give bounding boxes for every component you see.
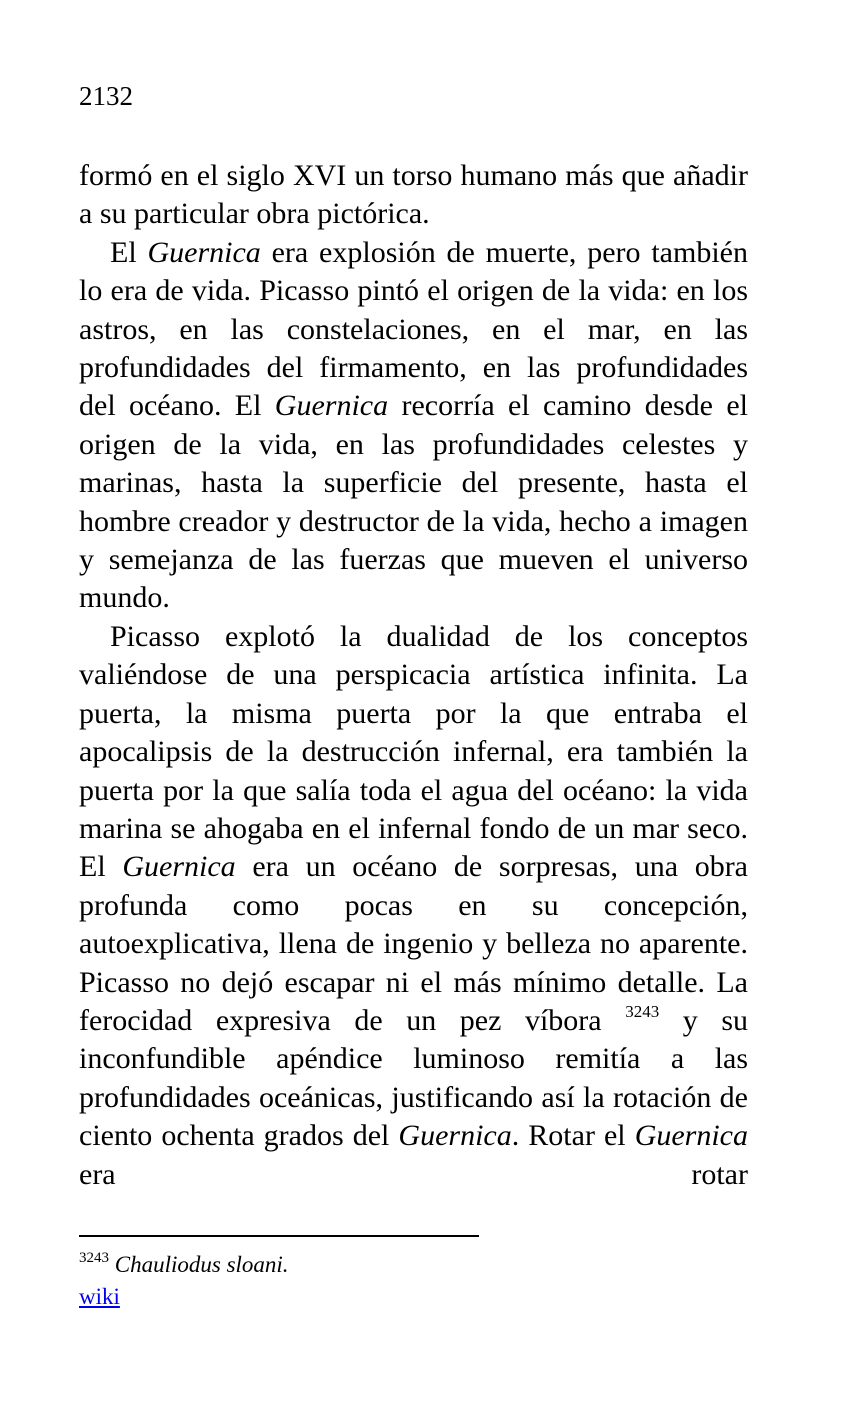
wiki-link[interactable]: wiki	[79, 1284, 120, 1309]
italic-title: Guernica	[122, 850, 236, 884]
italic-title: Guernica	[147, 235, 261, 269]
footnote-text: Chauliodus sloani.	[114, 1252, 289, 1277]
footnote	[79, 1250, 289, 1280]
body-text	[79, 157, 748, 1194]
paragraph-1	[79, 157, 748, 234]
footnote-number: 3243	[79, 1250, 109, 1266]
italic-title: Guernica	[398, 1119, 512, 1153]
text-run: era explosión de muerte, pero también lo era de vida. Picasso pintó el origen de la vida: en los astros, en las constelaciones, en el mar, en las profundidades del firmamento, en las profundidades del océano. El	[79, 235, 748, 423]
italic-title: Guernica	[274, 389, 389, 423]
text-run: . Rotar el	[511, 1119, 635, 1153]
text-run: era un océano de sorpresas, una obra profunda como pocas en su concepción, autoexplicativa, llena de ingenio y belleza no aparente. Picasso no dejó escapar ni el más mínimo detalle. La ferocidad expresiva de un pez víbora	[79, 850, 748, 1037]
page-number: 2132	[79, 81, 133, 111]
text-run: era rotar	[79, 1157, 748, 1191]
text-run: recorría el camino desde el origen de la vida, en las profundidades celestes y marinas, hasta la superficie del presente, hasta el hombre creador y destructor de la vida, hecho a imagen y semejanza de las fuerzas que mueven el universo mundo.	[79, 389, 748, 615]
text-run: formó en el siglo XVI un torso humano más que añadir a su particular obra pictórica.	[79, 159, 748, 231]
footnote-reference: 3243	[625, 1001, 660, 1021]
text-run: El	[110, 235, 148, 269]
paragraph-3	[79, 618, 748, 1194]
italic-title: Guernica	[634, 1119, 748, 1153]
paragraph-2	[79, 234, 748, 618]
footnote-divider	[79, 1235, 479, 1237]
text-run: Picasso explotó la dualidad de los conceptos valiéndose de una perspicacia artística infinita. La puerta, la misma puerta por la que entraba el apocalipsis de la destrucción infernal, era también la puerta por la que salía toda el agua del océano: la vida marina se ahogaba en el infernal fondo de un mar seco. El	[79, 619, 748, 884]
text-run: y su inconfundible apéndice luminoso remitía a las profundidades oceánicas, justificando así la rotación de ciento ochenta grados del	[79, 1003, 748, 1153]
